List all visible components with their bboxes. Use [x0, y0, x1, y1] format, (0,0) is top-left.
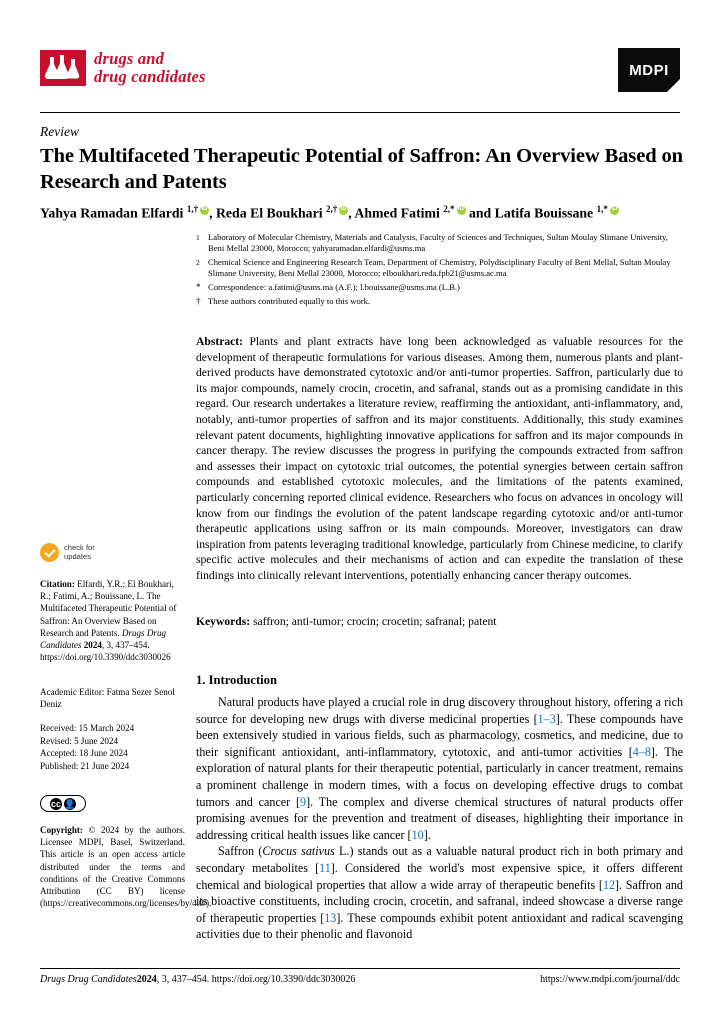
academic-editor: Academic Editor: Fatma Sezer Senol Deniz — [40, 687, 175, 710]
equal-contribution-text: These authors contributed equally to this work. — [208, 295, 371, 306]
cc-mark: cc — [50, 798, 61, 809]
citation-pages: , 3, 437–454. — [101, 640, 150, 651]
article-type: Review — [40, 124, 79, 139]
footer-rest: , 3, 437–454. https://doi.org/10.3390/ddc3030026 — [156, 974, 356, 985]
flask-icon — [40, 48, 86, 88]
copyright-text: © 2024 by the authors. Licensee MDPI, Basel, Switzerland. This article is an open access article distributed under the terms and conditions of the Creative Commons Attribution (CC BY) license (https://creativecommons.org/licenses/by/4.0/). — [40, 825, 212, 909]
cc-by-mark: 👤 — [64, 798, 76, 809]
keywords-text: saffron; anti-tumor; crocin; crocetin; safranal; patent — [253, 615, 497, 628]
citation-year: 2024 — [83, 640, 102, 651]
footer-url[interactable]: https://www.mdpi.com/journal/ddc — [540, 974, 680, 985]
header-divider — [40, 112, 680, 113]
check-updates-line2: updates — [64, 552, 92, 562]
affiliation-item — [196, 257, 683, 280]
keywords-label: Keywords: — [196, 615, 251, 628]
equal-contribution-marker: † — [196, 295, 201, 306]
creative-commons-icon[interactable] — [40, 795, 86, 812]
paragraph-2: Saffron (Crocus sativus L.) stands out as a valuable natural product rich in both primary and secondary metabolites [11]. Considered the world's most expensive spice, it offers different chemical and biological properties that allow a wide array of therapeutic benefits [12]. Saffron and its bioactive constituents, including crocin, crocetin, and safranal, indeed showcase a diverse range of therapeutic properties [13]. These compounds exhibit potent antioxidant and radical scavenging activities due to their phenolic and flavonoid — [196, 844, 683, 942]
copyright-label: Copyright: — [40, 825, 83, 835]
affiliation-item — [196, 232, 683, 255]
citation-block — [40, 578, 185, 663]
correspondence-text: Correspondence: a.fatimi@usms.ma (A.F.); l.bouissane@usms.ma (L.B.) — [208, 282, 460, 293]
footer-citation — [40, 974, 355, 985]
correspondence-marker: * — [196, 282, 201, 293]
copyright-block — [40, 824, 212, 909]
affiliation-marker: 2 — [196, 258, 200, 268]
check-updates-label — [64, 543, 95, 562]
citation-journal: Drugs Drug Candidates — [40, 627, 167, 651]
date-accepted: Accepted: 18 June 2024 — [40, 748, 128, 758]
equal-contribution-item — [196, 296, 683, 307]
footer-divider — [40, 968, 680, 969]
author-list: Yahya Ramadan Elfardi $^{1,\dagger}$ iD , Reda El Boukhari $^{2,\dagger}$ iD , Ahmed Fatimi $^{2,*}$iD and Latifa Bouissane $^{1,*}$iD — [40, 200, 685, 223]
journal-name — [94, 50, 206, 86]
paragraph-1: Natural products have played a crucial role in drug discovery throughout history, offering a rich source for developing new drugs with diverse medicinal properties [1–3]. These compounds have been extensively studied in various fields, such as pharmacology, cosmetics, and medicine, due to their significant antioxidant, anti-inflammatory, cytotoxic, and anti-tumor activities [4–8]. The exploration of natural plants for their therapeutic potential, particularly in cancer treatment, remains a prominent challenge in modern times, with a focus on developing effective drugs to combat tumors and cancer [9]. The complex and diverse chemical structures of natural products offer promising avenues for the prevention and treatment of diseases, highlighting their importance in addressing critical health issues like cancer [10]. — [196, 695, 684, 842]
keywords — [196, 614, 683, 630]
footer-journal: Drugs Drug Candidates — [40, 974, 137, 985]
date-published: Published: 21 June 2024 — [40, 760, 130, 771]
journal-name-line2: drug candidates — [94, 67, 206, 86]
date-received: Received: 15 March 2024 — [40, 723, 135, 733]
journal-name-line1: drugs and — [94, 49, 165, 68]
footer-year: 2024 — [136, 974, 157, 985]
citation-doi[interactable]: https://doi.org/10.3390/ddc3030026 — [40, 652, 171, 663]
citation-text: Elfardi, Y.R.; El Boukhari, R.; Fatimi, A.; Bouissane, L. The Multifaceted Therapeutic Potential of Saffron: An Overview Based on Research and Patents. — [40, 579, 177, 638]
body-text — [196, 694, 683, 943]
affiliation-text: Laboratory of Molecular Chemistry, Materials and Catalysis, Faculty of Sciences and Techniques, Sultan Moulay Slimane University, Beni Mellal 23000, Morocco; yahyaramadan.elfardi@usms.ma — [208, 232, 668, 254]
abstract-text: Plants and plant extracts have long been acknowledged as valuable resources for the development of therapeutic formulations for various diseases. Among them, numerous plants and plant-derived products have demonstrated cytotoxic and/or anti-tumor properties. Saffron, particularly due to its major compounds, namely crocin, crocetin, and safranal, stands out as a promising candidate in this regard. Our research undertakes a literature review, reaffirming the antioxidant, anti-inflammatory, and, notably, anti-tumor properties of saffron and its major constituents. Additionally, this study examines relevant patent documents, highlighting innovative applications for saffron and its major compounds in cancer therapy. The review discusses the progress in purifying the compounds extracted from saffron and assesses their impact on cytotoxic trial outcomes, the potential synergies between certain saffron compounds and established cytotoxic molecules, and the limitations of the patents examined, particularly concerning reported clinical evidence. Researchers who focus on advances in oncology will know from our findings the evolution of the patent landscape regarding cytotoxic and/or anti-tumor therapeutic applications using saffron or its main compounds. Moreover, investigators can draw inspiration from patents leveraging traditional knowledge, particularly from Chinese medicine, to clarify specific active molecules and their mechanisms of action and can expedite the translation of these findings into clinically relevant interventions, potentially enhancing cancer therapy outcomes. — [196, 335, 684, 582]
check-for-updates[interactable] — [40, 543, 170, 562]
citation-label: Citation: — [40, 579, 75, 589]
check-updates-line1: check for — [64, 543, 95, 552]
abstract — [196, 334, 683, 584]
journal-logo[interactable] — [40, 48, 206, 88]
publication-dates — [40, 722, 185, 772]
check-updates-icon — [40, 543, 59, 562]
page-header — [40, 48, 680, 110]
affiliation-marker: 1 — [196, 233, 200, 242]
affiliations — [196, 232, 683, 310]
date-revised: Revised: 5 June 2024 — [40, 735, 119, 746]
affiliation-text: Chemical Science and Engineering Research Team, Department of Chemistry, Polydisciplinary Faculty of Beni Mellal, Sultan Moulay Slimane University, Beni Mellal 23000, Morocco; elboukhari.reda.fpb21@usms.ac.ma — [208, 257, 671, 279]
correspondence-item — [196, 282, 683, 293]
mdpi-logo[interactable]: MDPI — [618, 48, 680, 92]
section-heading: 1. Introduction — [196, 673, 277, 687]
abstract-label: Abstract: — [196, 335, 244, 348]
page-title: The Multifaceted Therapeutic Potential of Saffron: An Overview Based on Research and Patents — [40, 145, 683, 193]
